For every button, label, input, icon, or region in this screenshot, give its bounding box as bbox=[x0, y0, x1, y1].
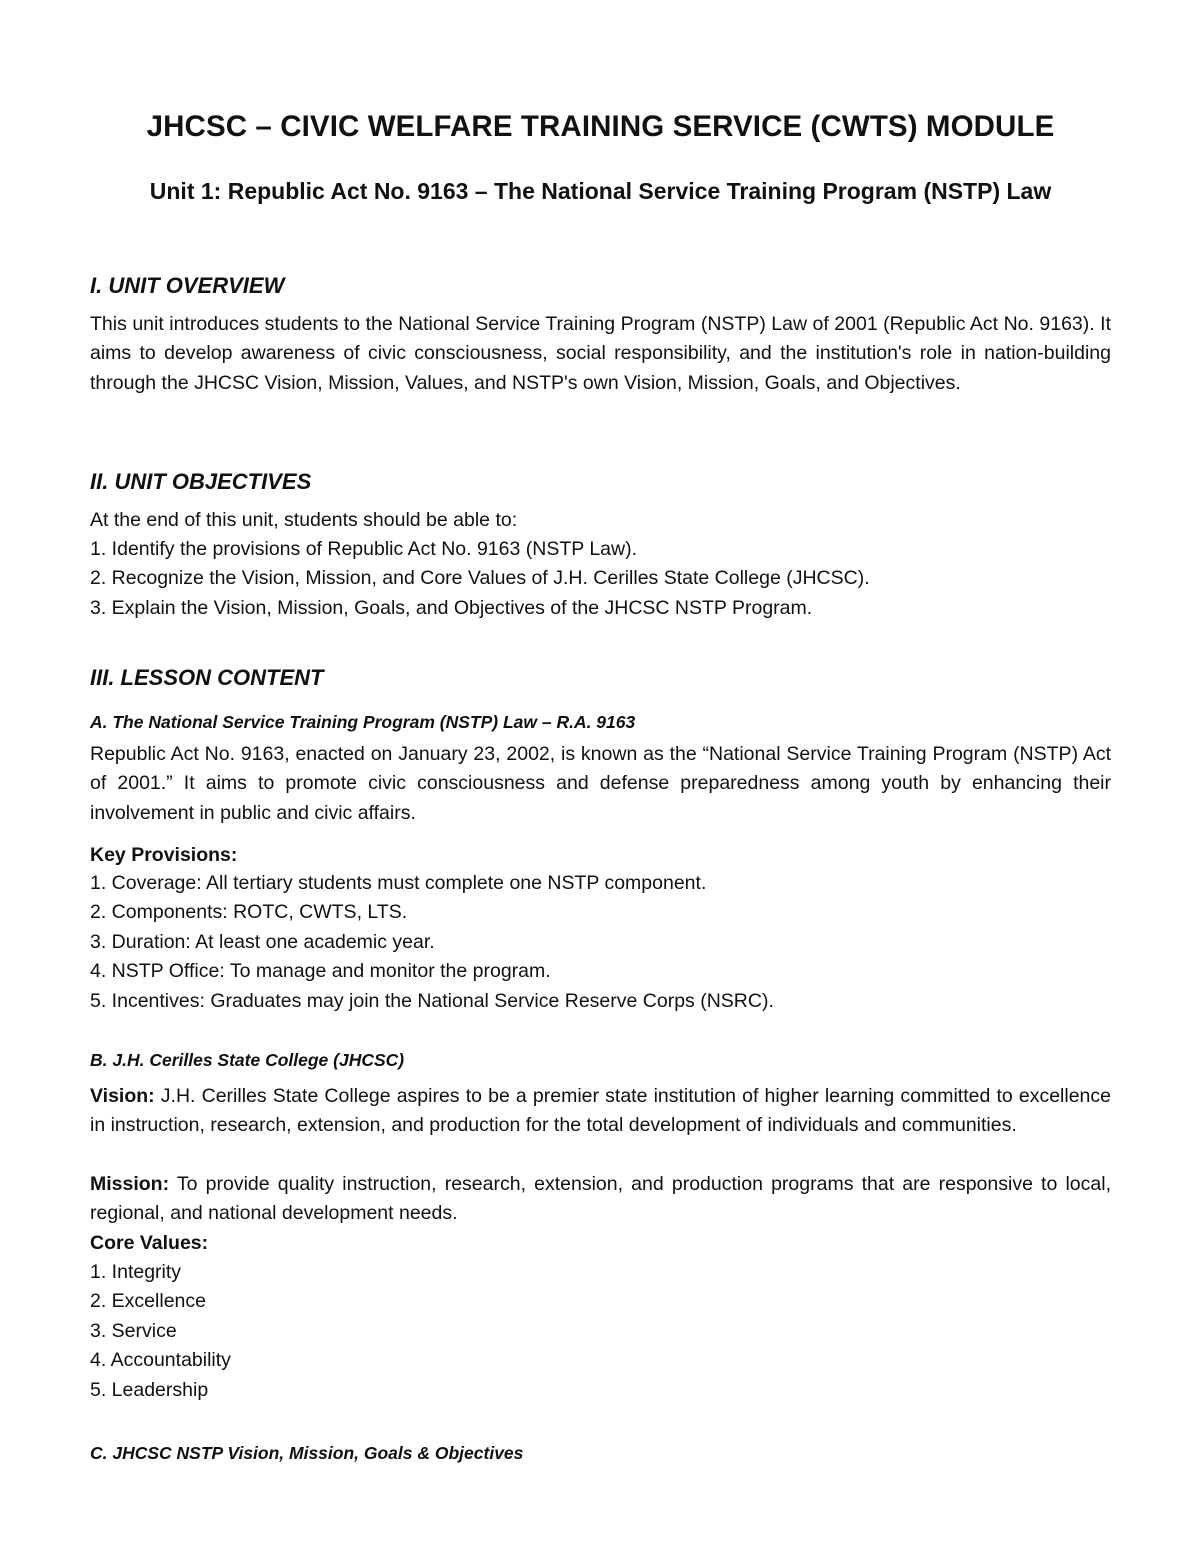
unit-objectives-heading: II. UNIT OBJECTIVES bbox=[90, 469, 312, 494]
list-item: 5. Incentives: Graduates may join the National Service Reserve Corps (NSRC). bbox=[90, 989, 774, 1012]
mission-label: Mission: bbox=[90, 1173, 170, 1195]
nstp-law-text: Republic Act No. 9163, enacted on January 23, 2002, is known as the “National Service Training Program (NSTP) Act of 2001.” It aims to promote civic consciousness and defense preparedness among youth by enhancing their involvement in public and civic affairs. bbox=[90, 743, 1111, 824]
nstp-vmgo-heading: C. JHCSC NSTP Vision, Mission, Goals & Objectives bbox=[90, 1443, 524, 1463]
list-item: 1. Coverage: All tertiary students must complete one NSTP component. bbox=[90, 872, 707, 894]
jhcsc-mission bbox=[90, 1170, 1111, 1229]
unit-overview-heading: I. UNIT OVERVIEW bbox=[90, 273, 285, 298]
list-item: 2. Recognize the Vision, Mission, and Core Values of J.H. Cerilles State College (JHCSC). bbox=[90, 567, 870, 590]
unit-objectives-intro: At the end of this unit, students should be able to: bbox=[90, 509, 518, 531]
list-item: 5. Leadership bbox=[90, 1378, 209, 1401]
core-values-list bbox=[90, 1258, 231, 1405]
unit-objectives-list bbox=[90, 535, 870, 623]
unit-overview-text: This unit introduces students to the National Service Training Program (NSTP) Law of 2001 (Republic Act No. 9163). It aims to develop awareness of civic consciousness, social responsibility, and the institution's role in nation-building through the JHCSC Vision, Mission, Values, and NSTP's own Vision, Mission, Goals, and Objectives. bbox=[90, 313, 1111, 394]
list-item: 2. Excellence bbox=[90, 1290, 206, 1313]
vision-text: J.H. Cerilles State College aspires to be a premier state institution of higher learning committed to excellence in instruction, research, extension, and production for the total development of individuals and communities. bbox=[90, 1085, 1111, 1137]
mission-text: To provide quality instruction, research, extension, and production programs that are responsive to local, regional, and national development needs. bbox=[90, 1173, 1111, 1225]
jhcsc-heading: B. J.H. Cerilles State College (JHCSC) bbox=[90, 1050, 405, 1070]
lesson-content-heading: III. LESSON CONTENT bbox=[90, 665, 324, 690]
list-item: 2. Components: ROTC, CWTS, LTS. bbox=[90, 901, 408, 924]
vision-label: Vision: bbox=[90, 1085, 155, 1107]
key-provisions-list bbox=[90, 869, 774, 1016]
list-item: 4. Accountability bbox=[90, 1349, 231, 1372]
document-subtitle: Unit 1: Republic Act No. 9163 – The National Service Training Program (NSTP) Law bbox=[149, 178, 1052, 204]
list-item: 3. Explain the Vision, Mission, Goals, and Objectives of the JHCSC NSTP Program. bbox=[90, 596, 813, 619]
key-provisions-label: Key Provisions: bbox=[90, 844, 238, 866]
core-values-label: Core Values: bbox=[90, 1232, 209, 1254]
list-item: 1. Integrity bbox=[90, 1261, 182, 1283]
jhcsc-vision bbox=[90, 1082, 1111, 1141]
list-item: 1. Identify the provisions of Republic Act No. 9163 (NSTP Law). bbox=[90, 538, 637, 560]
list-item: 3. Service bbox=[90, 1319, 177, 1342]
list-item: 3. Duration: At least one academic year. bbox=[90, 930, 435, 953]
document-title: JHCSC – CIVIC WELFARE TRAINING SERVICE (CWTS) MODULE bbox=[146, 110, 1055, 143]
nstp-law-heading: A. The National Service Training Program (NSTP) Law – R.A. 9163 bbox=[90, 712, 636, 732]
list-item: 4. NSTP Office: To manage and monitor the program. bbox=[90, 960, 551, 983]
